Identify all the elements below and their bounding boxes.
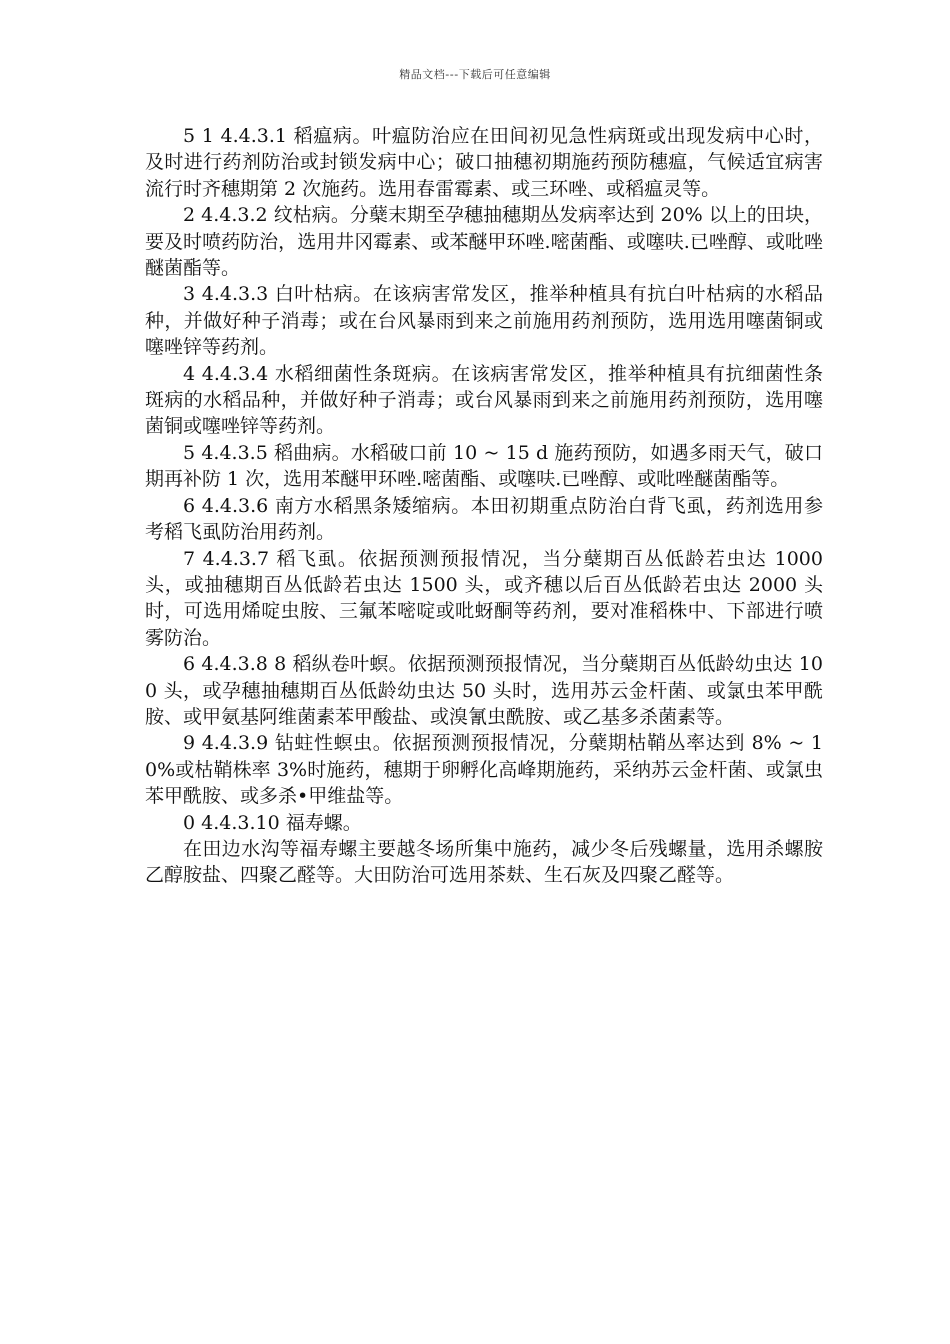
paragraph-sheath-blight: 2 4.4.3.2 纹枯病。分蘖末期至孕穗抽穗期丛发病率达到 20% 以上的田块，要及时喷药防治，选用井冈霉素、或苯醚甲环唑.嘧菌酯、或噻呋.已唑醇、或吡唑醚菌酯等。: [145, 204, 823, 280]
paragraph-apple-snail-control: 在田边水沟等福寿螺主要越冬场所集中施药，减少冬后残螺量，选用杀螺胺乙醇胺盐、四聚乙醛等。大田防治可选用茶麸、生石灰及四聚乙醛等。: [145, 837, 823, 887]
paragraph-rice-blast: 5 1 4.4.3.1 稻瘟病。叶瘟防治应在田间初见急性病斑或出现发病中心时，及时进行药剂防治或封锁发病中心；破口抽穗初期施药预防穗瘟，气候适宜病害流行时齐穗期第 2 次施药。选用春雷霉素、或三环唑、或稻瘟灵等。: [145, 125, 823, 200]
document-body: [145, 123, 823, 889]
paragraph-stem-borer: 9 4.4.3.9 钻蛀性螟虫。依据预测预报情况，分蘖期枯鞘丛率达到 8% ~ 10%或枯鞘株率 3%时施药，穗期于卵孵化高峰期施药，采纳苏云金杆菌、或氯虫苯甲酰胺、或多杀•甲维盐等。: [145, 732, 823, 808]
paragraph-false-smut: 5 4.4.3.5 稻曲病。水稻破口前 10 ~ 15 d 施药预防，如遇多雨天气，破口期再补防 1 次，选用苯醚甲环唑.嘧菌酯、或噻呋.已唑醇、或吡唑醚菌酯等。: [145, 441, 823, 491]
paragraph-planthopper: 7 4.4.3.7 稻飞虱。依据预测预报情况，当分蘖期百丛低龄若虫达 1000 头，或抽穗期百丛低龄若虫达 1500 头，或齐穗以后百丛低龄若虫达 2000 头时，可选用烯啶虫胺、三氟苯嘧啶或吡蚜酮等药剂，要对准稻株中、下部进行喷雾防治。: [145, 547, 823, 649]
paragraph-bacterial-leaf-blight: 3 4.4.3.3 白叶枯病。在该病害常发区，推举种植具有抗白叶枯病的水稻品种，并做好种子消毒；或在台风暴雨到来之前施用药剂预防，选用选用噻菌铜或噻唑锌等药剂。: [145, 283, 823, 359]
paragraph-leaf-roller: 6 4.4.3.8 8 稻纵卷叶螟。依据预测预报情况，当分蘖期百丛低龄幼虫达 100 头，或孕穗抽穗期百丛低龄幼虫达 50 头时，选用苏云金杆菌、或氯虫苯甲酰胺、或甲氨基阿维菌素苯甲酸盐、或溴氰虫酰胺、或乙基多杀菌素等。: [145, 653, 823, 728]
paragraph-apple-snail-heading: 0 4.4.3.10 福寿螺。: [183, 811, 362, 834]
paragraph-bacterial-leaf-streak: 4 4.4.3.4 水稻细菌性条斑病。在该病害常发区，推举种植具有抗细菌性条斑病的水稻品种，并做好种子消毒；或台风暴雨到来之前施用药剂预防，选用噻菌铜或噻唑锌等药剂。: [145, 362, 823, 438]
page-header: 精品文档---下载后可任意编辑: [399, 68, 551, 81]
paragraph-black-streaked-dwarf: 6 4.4.3.6 南方水稻黑条矮缩病。本田初期重点防治白背飞虱，药剂选用参考稻飞虱防治用药剂。: [145, 494, 823, 544]
